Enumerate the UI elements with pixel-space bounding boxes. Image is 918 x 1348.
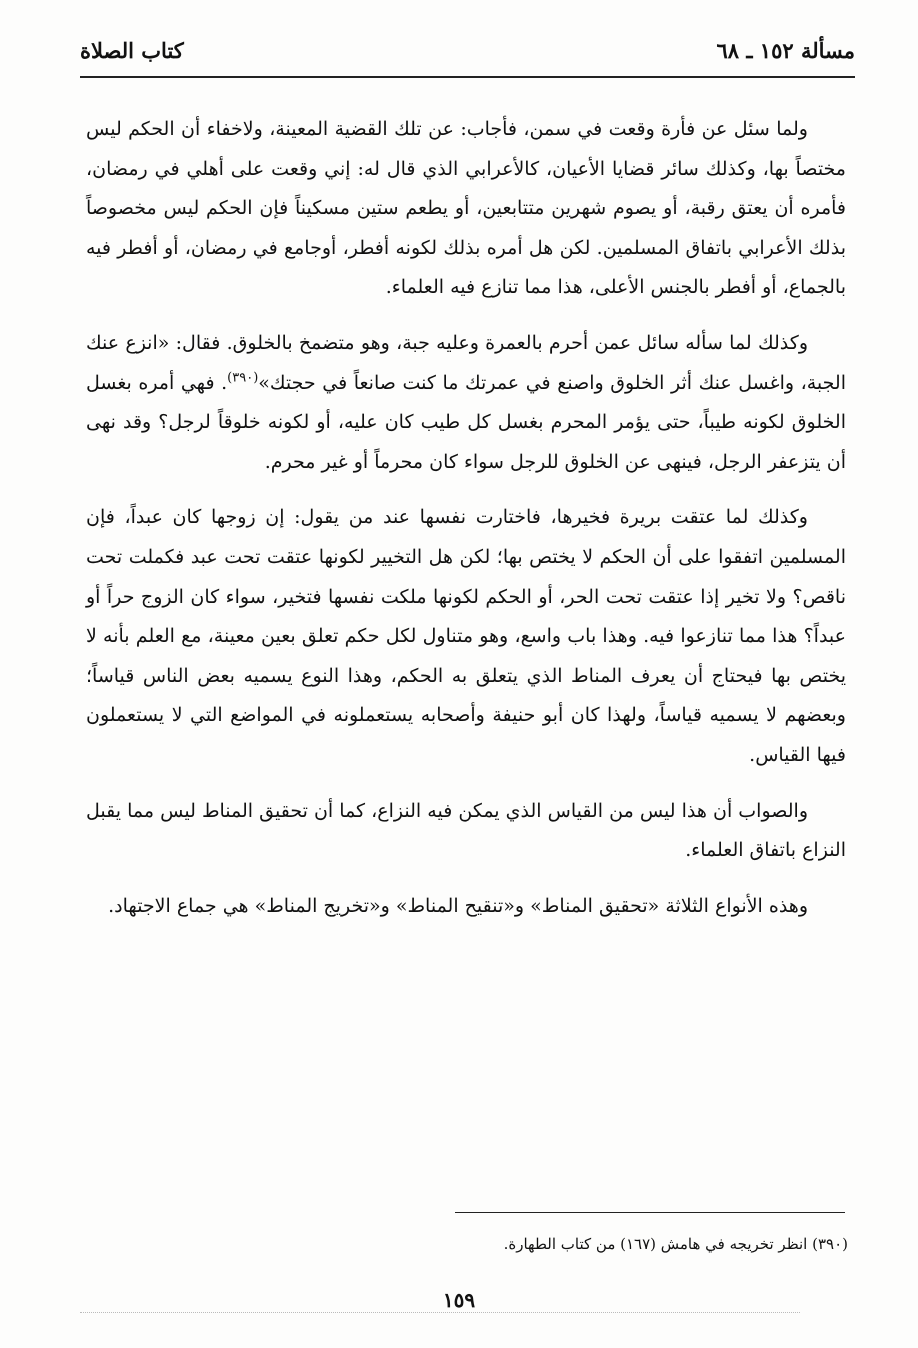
header-issue-number: مسألة ١٥٢ ـ ٦٨ [716, 38, 855, 63]
paragraph-1: ولما سئل عن فأرة وقعت في سمن، فأجاب: عن تلك القضية المعينة، ولاخفاء أن الحكم ليس مختصاً بها، وكذلك سائر قضايا الأعيان، كالأعرابي الذي قال له: إني وقعت على أهلي في رمضان، فأمره أن يعتق رقبة، أو يصوم شهرين متتابعين، أو يطعم ستين مسكيناً فإن الحكم ليس مخصوصاً بذلك الأعرابي باتفاق المسلمين. لكن هل أمره بذلك لكونه أفطر، أوجامع في رمضان، أو أفطر فيه بالجماع، أو أفطر بالجنس الأعلى، هذا مما تنازع فيه العلماء. [86, 118, 846, 299]
main-text [86, 110, 846, 926]
running-header [80, 38, 855, 74]
footnote-divider [455, 1212, 845, 1213]
footnote: (٣٩٠) انظر تخريجه في هامش (١٦٧) من كتاب الطهارة. [503, 1235, 848, 1253]
paragraph-2-part-1: وكذلك لما سأله سائل عمن أحرم بالعمرة وعليه جبة، وهو متضمخ بالخلوق. فقال: «انزع عنك الجبة، واغسل عنك أثر الخلوق واصنع في عمرتك ما كنت صانعاً في حجتك» [86, 331, 846, 394]
paragraph-4: والصواب أن هذا ليس من القياس الذي يمكن فيه النزاع، كما أن تحقيق المناط ليس مما يقبل النزاع باتفاق العلماء. [86, 799, 846, 862]
header-book-title: كتاب الصلاة [80, 38, 184, 63]
header-divider [80, 76, 855, 78]
paragraph-5: وهذه الأنواع الثلاثة «تحقيق المناط» و«تنقيح المناط» و«تخريج المناط» هي جماع الاجتهاد. [108, 894, 808, 917]
bottom-scan-line [80, 1312, 800, 1313]
footnote-reference: (٣٩٠) [227, 370, 259, 386]
paragraph-3: وكذلك لما عتقت بريرة فخيرها، فاختارت نفسها عند من يقول: إن زوجها كان عبداً، فإن المسلمين اتفقوا على أن الحكم لا يختص بها؛ لكن هل التخيير لكونها عتقت تحت عبد فكملت تحت ناقص؟ ولا تخير إذا عتقت تحت الحر، أو الحكم لكونها ملكت نفسها فتخير، سواء كان الزوج حراً أو عبداً؟ هذا مما تنازعوا فيه. وهذا باب واسع، وهو متناول لكل حكم تعلق بعين معينة، مع العلم بأنه لا يختص بها فيحتاج أن يعرف المناط الذي يتعلق به الحكم، وهذا النوع يسميه بعض الناس قياساً؛ وبعضهم لا يسميه قياساً، ولهذا كان أبو حنيفة وأصحابه يستعملونه في المواضع التي لا يستعملون فيها القياس. [86, 506, 847, 766]
paragraph-2 [86, 324, 846, 482]
paragraph-2-part-2: . فهي أمره بغسل الخلوق لكونه طيباً، حتى يؤمر المحرم بغسل كل طيب كان عليه، أو لكونه خلوقاً لرجل؟ وقد نهى أن يتزعفر الرجل، فينهى عن الخلوق للرجل سواء كان محرماً أو غير محرم. [86, 371, 846, 473]
page-number: ١٥٩ [442, 1288, 476, 1312]
